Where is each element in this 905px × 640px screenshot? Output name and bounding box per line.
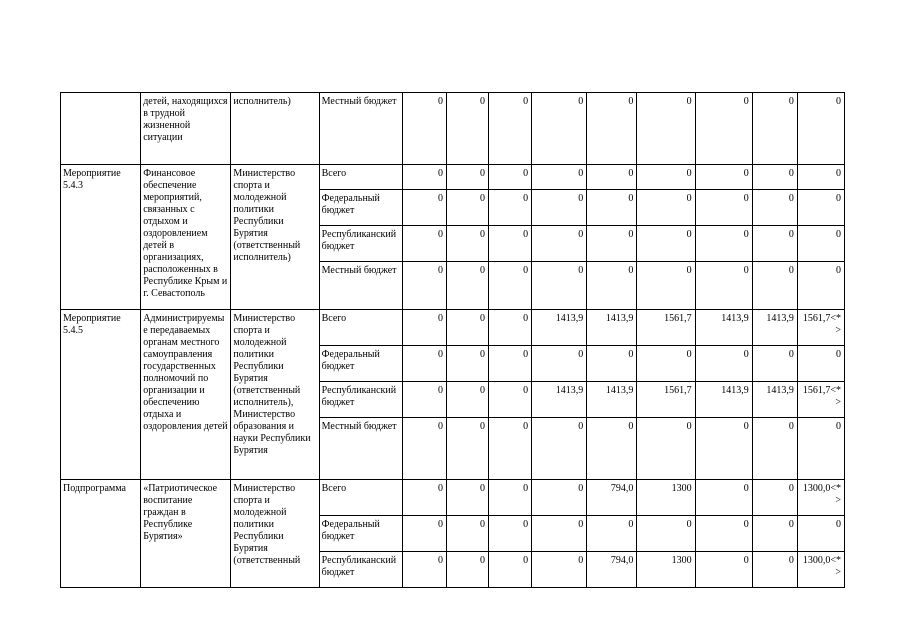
value-cell: 0: [637, 346, 695, 382]
value-cell: 0: [489, 262, 532, 310]
value-cell: 0: [489, 346, 532, 382]
value-cell: 0: [446, 346, 488, 382]
value-cell: 1561,7: [637, 310, 695, 346]
value-cell: 0: [532, 346, 587, 382]
funding-source-cell: Местный бюджет: [319, 262, 402, 310]
value-cell: 0: [587, 226, 637, 262]
funding-source-cell: Республиканский бюджет: [319, 382, 402, 418]
value-cell: 1561,7<*>: [797, 382, 844, 418]
value-cell: 0: [446, 226, 488, 262]
funding-source-cell: Федеральный бюджет: [319, 346, 402, 382]
value-cell: 0: [695, 418, 752, 480]
value-cell: 0: [752, 93, 797, 165]
table-row: [61, 93, 845, 165]
value-cell: 0: [587, 346, 637, 382]
value-cell: 0: [446, 382, 488, 418]
row-description-cell: детей, находящихся в трудной жизненной ситуации: [141, 93, 231, 165]
funding-source-cell: Федеральный бюджет: [319, 516, 402, 552]
value-cell: 0: [695, 516, 752, 552]
value-cell: 0: [532, 480, 587, 516]
value-cell: 1561,7: [637, 382, 695, 418]
value-cell: 0: [446, 190, 488, 226]
value-cell: 0: [489, 418, 532, 480]
value-cell: 0: [402, 190, 446, 226]
row-description-cell: «Патриотическое воспитание граждан в Республике Бурятия»: [141, 480, 231, 588]
value-cell: 1413,9: [695, 382, 752, 418]
value-cell: 0: [797, 226, 844, 262]
value-cell: 0: [532, 93, 587, 165]
value-cell: 0: [752, 226, 797, 262]
value-cell: 0: [402, 346, 446, 382]
value-cell: 794,0: [587, 552, 637, 588]
row-title-cell: Подпрограмма: [61, 480, 141, 588]
value-cell: 0: [587, 165, 637, 190]
row-description-cell: Администрируемые передаваемых органам местного самоуправления государственных полномочий по организации и обеспечению отдыха и оздоровления детей: [141, 310, 231, 480]
value-cell: 794,0: [587, 480, 637, 516]
value-cell: 0: [695, 165, 752, 190]
value-cell: 0: [402, 226, 446, 262]
value-cell: 1413,9: [752, 310, 797, 346]
value-cell: 0: [752, 418, 797, 480]
funding-source-cell: Местный бюджет: [319, 93, 402, 165]
funding-source-cell: Всего: [319, 165, 402, 190]
value-cell: 0: [402, 310, 446, 346]
funding-source-cell: Республиканский бюджет: [319, 226, 402, 262]
value-cell: 1413,9: [532, 310, 587, 346]
value-cell: 0: [446, 552, 488, 588]
value-cell: 0: [797, 346, 844, 382]
row-executor-cell: Министерство спорта и молодежной политики Республики Бурятия (ответственный исполнитель): [231, 165, 319, 310]
value-cell: 0: [797, 190, 844, 226]
value-cell: 1300: [637, 552, 695, 588]
value-cell: 0: [489, 190, 532, 226]
value-cell: 1413,9: [532, 382, 587, 418]
row-executor-cell: исполнитель): [231, 93, 319, 165]
value-cell: 0: [637, 262, 695, 310]
value-cell: 0: [797, 93, 844, 165]
value-cell: 1413,9: [752, 382, 797, 418]
row-executor-cell: Министерство спорта и молодежной политики Республики Бурятия (ответственный исполнитель), Министерство образования и науки Республики Бурятия: [231, 310, 319, 480]
value-cell: 1300,0<*>: [797, 552, 844, 588]
value-cell: 0: [402, 165, 446, 190]
value-cell: 0: [752, 165, 797, 190]
value-cell: 0: [752, 552, 797, 588]
value-cell: 0: [446, 262, 488, 310]
row-title-cell: [61, 93, 141, 165]
value-cell: 0: [446, 165, 488, 190]
value-cell: 0: [695, 480, 752, 516]
value-cell: 0: [752, 480, 797, 516]
value-cell: 0: [446, 418, 488, 480]
value-cell: 0: [402, 93, 446, 165]
value-cell: 0: [637, 165, 695, 190]
value-cell: 0: [695, 226, 752, 262]
value-cell: 0: [489, 480, 532, 516]
value-cell: 0: [587, 190, 637, 226]
budget-table-body: [61, 93, 845, 588]
value-cell: 0: [489, 226, 532, 262]
value-cell: 0: [637, 226, 695, 262]
value-cell: 0: [587, 516, 637, 552]
value-cell: 0: [695, 552, 752, 588]
table-row: [61, 480, 845, 516]
value-cell: 0: [446, 310, 488, 346]
value-cell: 0: [797, 516, 844, 552]
row-title-cell: Мероприятие 5.4.3: [61, 165, 141, 310]
value-cell: 0: [637, 190, 695, 226]
funding-source-cell: Местный бюджет: [319, 418, 402, 480]
value-cell: 0: [489, 165, 532, 190]
funding-source-cell: Всего: [319, 310, 402, 346]
value-cell: 0: [797, 165, 844, 190]
value-cell: 0: [402, 418, 446, 480]
value-cell: 0: [489, 516, 532, 552]
value-cell: 1300: [637, 480, 695, 516]
value-cell: 0: [402, 552, 446, 588]
value-cell: 0: [695, 346, 752, 382]
value-cell: 0: [637, 93, 695, 165]
value-cell: 0: [489, 552, 532, 588]
value-cell: 0: [402, 516, 446, 552]
funding-source-cell: Республиканский бюджет: [319, 552, 402, 588]
budget-table: [60, 92, 845, 588]
value-cell: 0: [752, 516, 797, 552]
value-cell: 1413,9: [587, 310, 637, 346]
value-cell: 0: [489, 310, 532, 346]
value-cell: 0: [489, 382, 532, 418]
value-cell: 0: [446, 93, 488, 165]
value-cell: 0: [752, 262, 797, 310]
value-cell: 0: [752, 190, 797, 226]
value-cell: 1413,9: [587, 382, 637, 418]
value-cell: 0: [402, 262, 446, 310]
value-cell: 0: [402, 382, 446, 418]
value-cell: 0: [532, 516, 587, 552]
value-cell: 0: [532, 418, 587, 480]
row-description-cell: Финансовое обеспечение мероприятий, связанных с отдыхом и оздоровлением детей в организациях, расположенных в Республике Крым и г. Севастополь: [141, 165, 231, 310]
value-cell: 0: [446, 516, 488, 552]
value-cell: 0: [587, 418, 637, 480]
value-cell: 0: [695, 93, 752, 165]
value-cell: 0: [402, 480, 446, 516]
funding-source-cell: Федеральный бюджет: [319, 190, 402, 226]
value-cell: 0: [587, 262, 637, 310]
value-cell: 1300,0<*>: [797, 480, 844, 516]
row-title-cell: Мероприятие 5.4.5: [61, 310, 141, 480]
value-cell: 1561,7<*>: [797, 310, 844, 346]
value-cell: 0: [587, 93, 637, 165]
value-cell: 0: [489, 93, 532, 165]
value-cell: 0: [752, 346, 797, 382]
value-cell: 0: [532, 226, 587, 262]
value-cell: 0: [637, 516, 695, 552]
value-cell: 0: [446, 480, 488, 516]
value-cell: 0: [532, 190, 587, 226]
row-executor-cell: Министерство спорта и молодежной политики Республики Бурятия (ответственный: [231, 480, 319, 588]
value-cell: 0: [797, 418, 844, 480]
value-cell: 0: [797, 262, 844, 310]
value-cell: 1413,9: [695, 310, 752, 346]
value-cell: 0: [695, 190, 752, 226]
value-cell: 0: [532, 165, 587, 190]
funding-source-cell: Всего: [319, 480, 402, 516]
table-row: [61, 310, 845, 346]
value-cell: 0: [532, 552, 587, 588]
value-cell: 0: [532, 262, 587, 310]
table-row: [61, 165, 845, 190]
value-cell: 0: [637, 418, 695, 480]
value-cell: 0: [695, 262, 752, 310]
